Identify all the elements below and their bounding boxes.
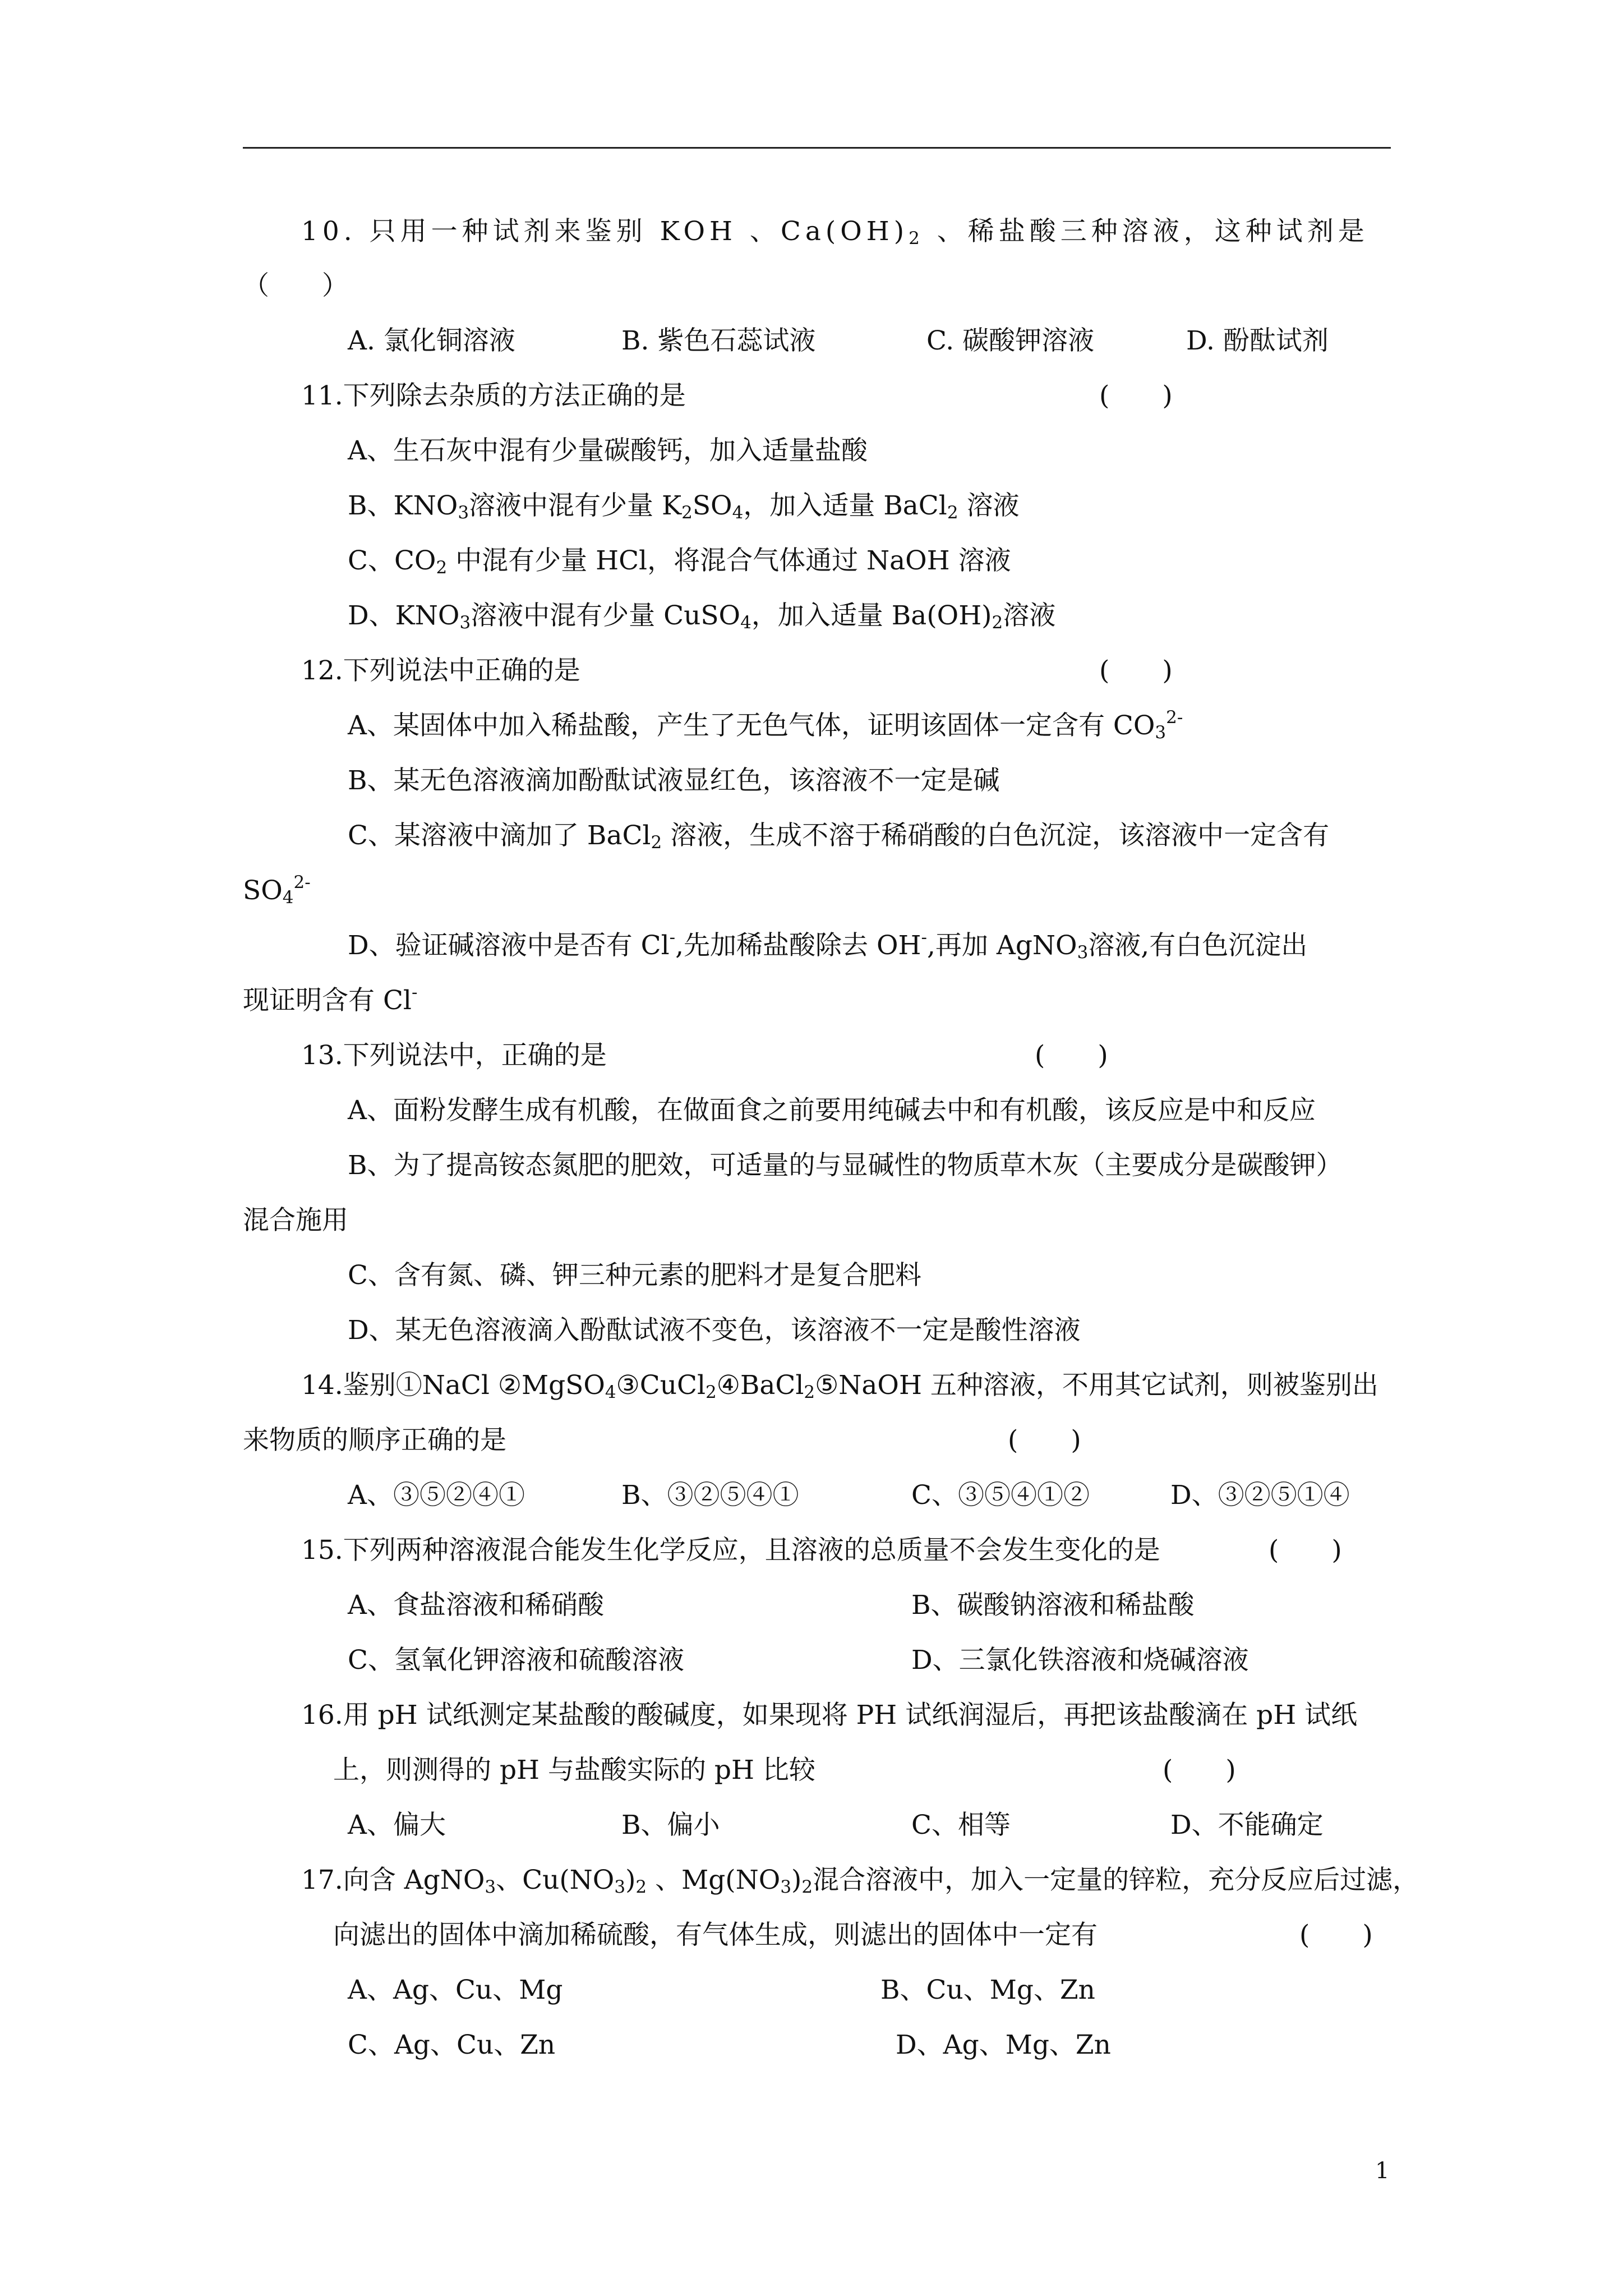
q16-paren: ( ) (1163, 1755, 1236, 1786)
q17-stem: 17.向含 AgNO$_3$、$Cu(NO_3)_2$ 、$Mg(NO_3)_2$混合溶液中，加入一定量的锌粒，充分反应后过滤， (301, 1865, 1419, 1897)
q15-option-c[interactable]: C、氢氧化钾溶液和硫酸溶液 (348, 1645, 684, 1676)
q15-option-b[interactable]: B、碳酸钠溶液和稀盐酸 (911, 1590, 1195, 1621)
q12-option-c-cont: $SO_4^{2-}$ (243, 872, 311, 908)
q11-option-d[interactable]: D、$KNO_3$溶液中混有少量 CuSO$_4$，加入适量 $Ba(OH)_2$溶液 (348, 600, 1056, 633)
q11-stem: 11.下列除去杂质的方法正确的是 (301, 380, 686, 411)
q12-option-b[interactable]: B、某无色溶液滴加酚酞试液显红色，该溶液不一定是碱 (348, 765, 1000, 796)
q10-option-a[interactable]: A. 氯化铜溶液 (348, 325, 515, 356)
q14-option-d[interactable]: D、③②⑤①④ (1170, 1480, 1350, 1511)
q14-paren: ( ) (1008, 1425, 1081, 1456)
q10-option-b[interactable]: B. 紫色石蕊试液 (621, 325, 816, 356)
q16-stem: 16.用 pH 试纸测定某盐酸的酸碱度，如果现将 PH 试纸润湿后，再把该盐酸滴在 pH 试纸 (301, 1700, 1358, 1731)
q11-option-a[interactable]: A、生石灰中混有少量碳酸钙，加入适量盐酸 (348, 435, 868, 466)
q10-option-d[interactable]: D. 酚酞试剂 (1186, 325, 1329, 356)
q13-option-d[interactable]: D、某无色溶液滴入酚酞试液不变色，该溶液不一定是酸性溶液 (348, 1315, 1081, 1346)
q10-stem: 10. 只用一种试剂来鉴别 KOH 、$Ca(OH)_2$ 、稀盐酸三种溶液，这种试剂是 (301, 216, 1369, 249)
q17-option-d[interactable]: D、Ag、Mg、Zn (896, 2030, 1111, 2060)
q14-option-b[interactable]: B、③②⑤④① (621, 1480, 799, 1511)
q17-option-c[interactable]: C、Ag、Cu、Zn (348, 2030, 556, 2060)
q12-option-a[interactable]: A、某固体中加入稀盐酸，产生了无色气体，证明该固体一定含有 $CO_3^{2-}$ (348, 707, 1183, 743)
q14-option-a[interactable]: A、③⑤②④① (348, 1480, 525, 1511)
q16-stem-cont: 上，则测得的 pH 与盐酸实际的 pH 比较 (333, 1755, 815, 1786)
q15-stem: 15.下列两种溶液混合能发生化学反应，且溶液的总质量不会发生变化的是 (301, 1535, 1160, 1566)
q11-option-c[interactable]: C、$CO_2$ 中混有少量 HCl，将混合气体通过 NaOH 溶液 (348, 545, 1011, 578)
q13-option-b-cont: 混合施用 (243, 1205, 348, 1236)
q10-option-c[interactable]: C. 碳酸钾溶液 (926, 325, 1095, 356)
q17-paren: ( ) (1299, 1920, 1373, 1950)
q16-option-c[interactable]: C、相等 (911, 1810, 1011, 1841)
q15-option-d[interactable]: D、三氯化铁溶液和烧碱溶液 (911, 1645, 1249, 1676)
q16-option-a[interactable]: A、偏大 (348, 1810, 446, 1841)
q12-option-c[interactable]: C、某溶液中滴加了 BaCl$_2$ 溶液，生成不溶于稀硝酸的白色沉淀，该溶液中一定含有 (348, 820, 1330, 853)
page-number: 1 (1375, 2158, 1390, 2184)
q12-paren: ( ) (1099, 655, 1173, 686)
q12-option-d[interactable]: D、验证碱溶液中是否有 Cl-,先加稀盐酸除去 OH-,再加 AgNO$_3$溶液,有白色沉淀出 (348, 927, 1308, 963)
q10-paren: （ ） (243, 270, 348, 301)
q11-option-b[interactable]: B、$KNO_3$溶液中混有少量 $K_2SO_4$，加入适量 BaCl$_2$ 溶液 (348, 490, 1020, 523)
q16-option-b[interactable]: B、偏小 (621, 1810, 720, 1841)
q11-paren: ( ) (1099, 380, 1173, 411)
q12-option-d-cont: 现证明含有 Cl- (243, 982, 418, 1016)
q17-stem-cont: 向滤出的固体中滴加稀硫酸，有气体生成，则滤出的固体中一定有 (333, 1920, 1098, 1950)
q14-stem-cont: 来物质的顺序正确的是 (243, 1425, 506, 1456)
q17-option-b[interactable]: B、Cu、Mg、Zn (880, 1975, 1095, 2005)
q12-stem: 12.下列说法中正确的是 (301, 655, 580, 686)
header-rule (243, 147, 1391, 149)
q16-option-d[interactable]: D、不能确定 (1170, 1810, 1324, 1841)
q15-option-a[interactable]: A、食盐溶液和稀硝酸 (348, 1590, 604, 1621)
q17-option-a[interactable]: A、Ag、Cu、Mg (348, 1975, 563, 2005)
q13-option-c[interactable]: C、含有氮、磷、钾三种元素的肥料才是复合肥料 (348, 1260, 921, 1291)
q13-stem: 13.下列说法中，正确的是 (301, 1040, 607, 1071)
q13-paren: ( ) (1035, 1040, 1108, 1071)
q13-option-a[interactable]: A、面粉发酵生成有机酸，在做面食之前要用纯碱去中和有机酸，该反应是中和反应 (348, 1095, 1316, 1126)
q13-option-b[interactable]: B、为了提高铵态氮肥的肥效，可适量的与显碱性的物质草木灰（主要成分是碳酸钾） (348, 1150, 1343, 1181)
q15-paren: ( ) (1269, 1535, 1342, 1566)
q14-stem: 14.鉴别①NaCl ②MgSO$_4$③CuCl$_2$④BaCl$_2$⑤NaOH 五种溶液，不用其它试剂，则被鉴别出 (301, 1370, 1378, 1402)
q14-option-c[interactable]: C、③⑤④①② (911, 1480, 1090, 1511)
